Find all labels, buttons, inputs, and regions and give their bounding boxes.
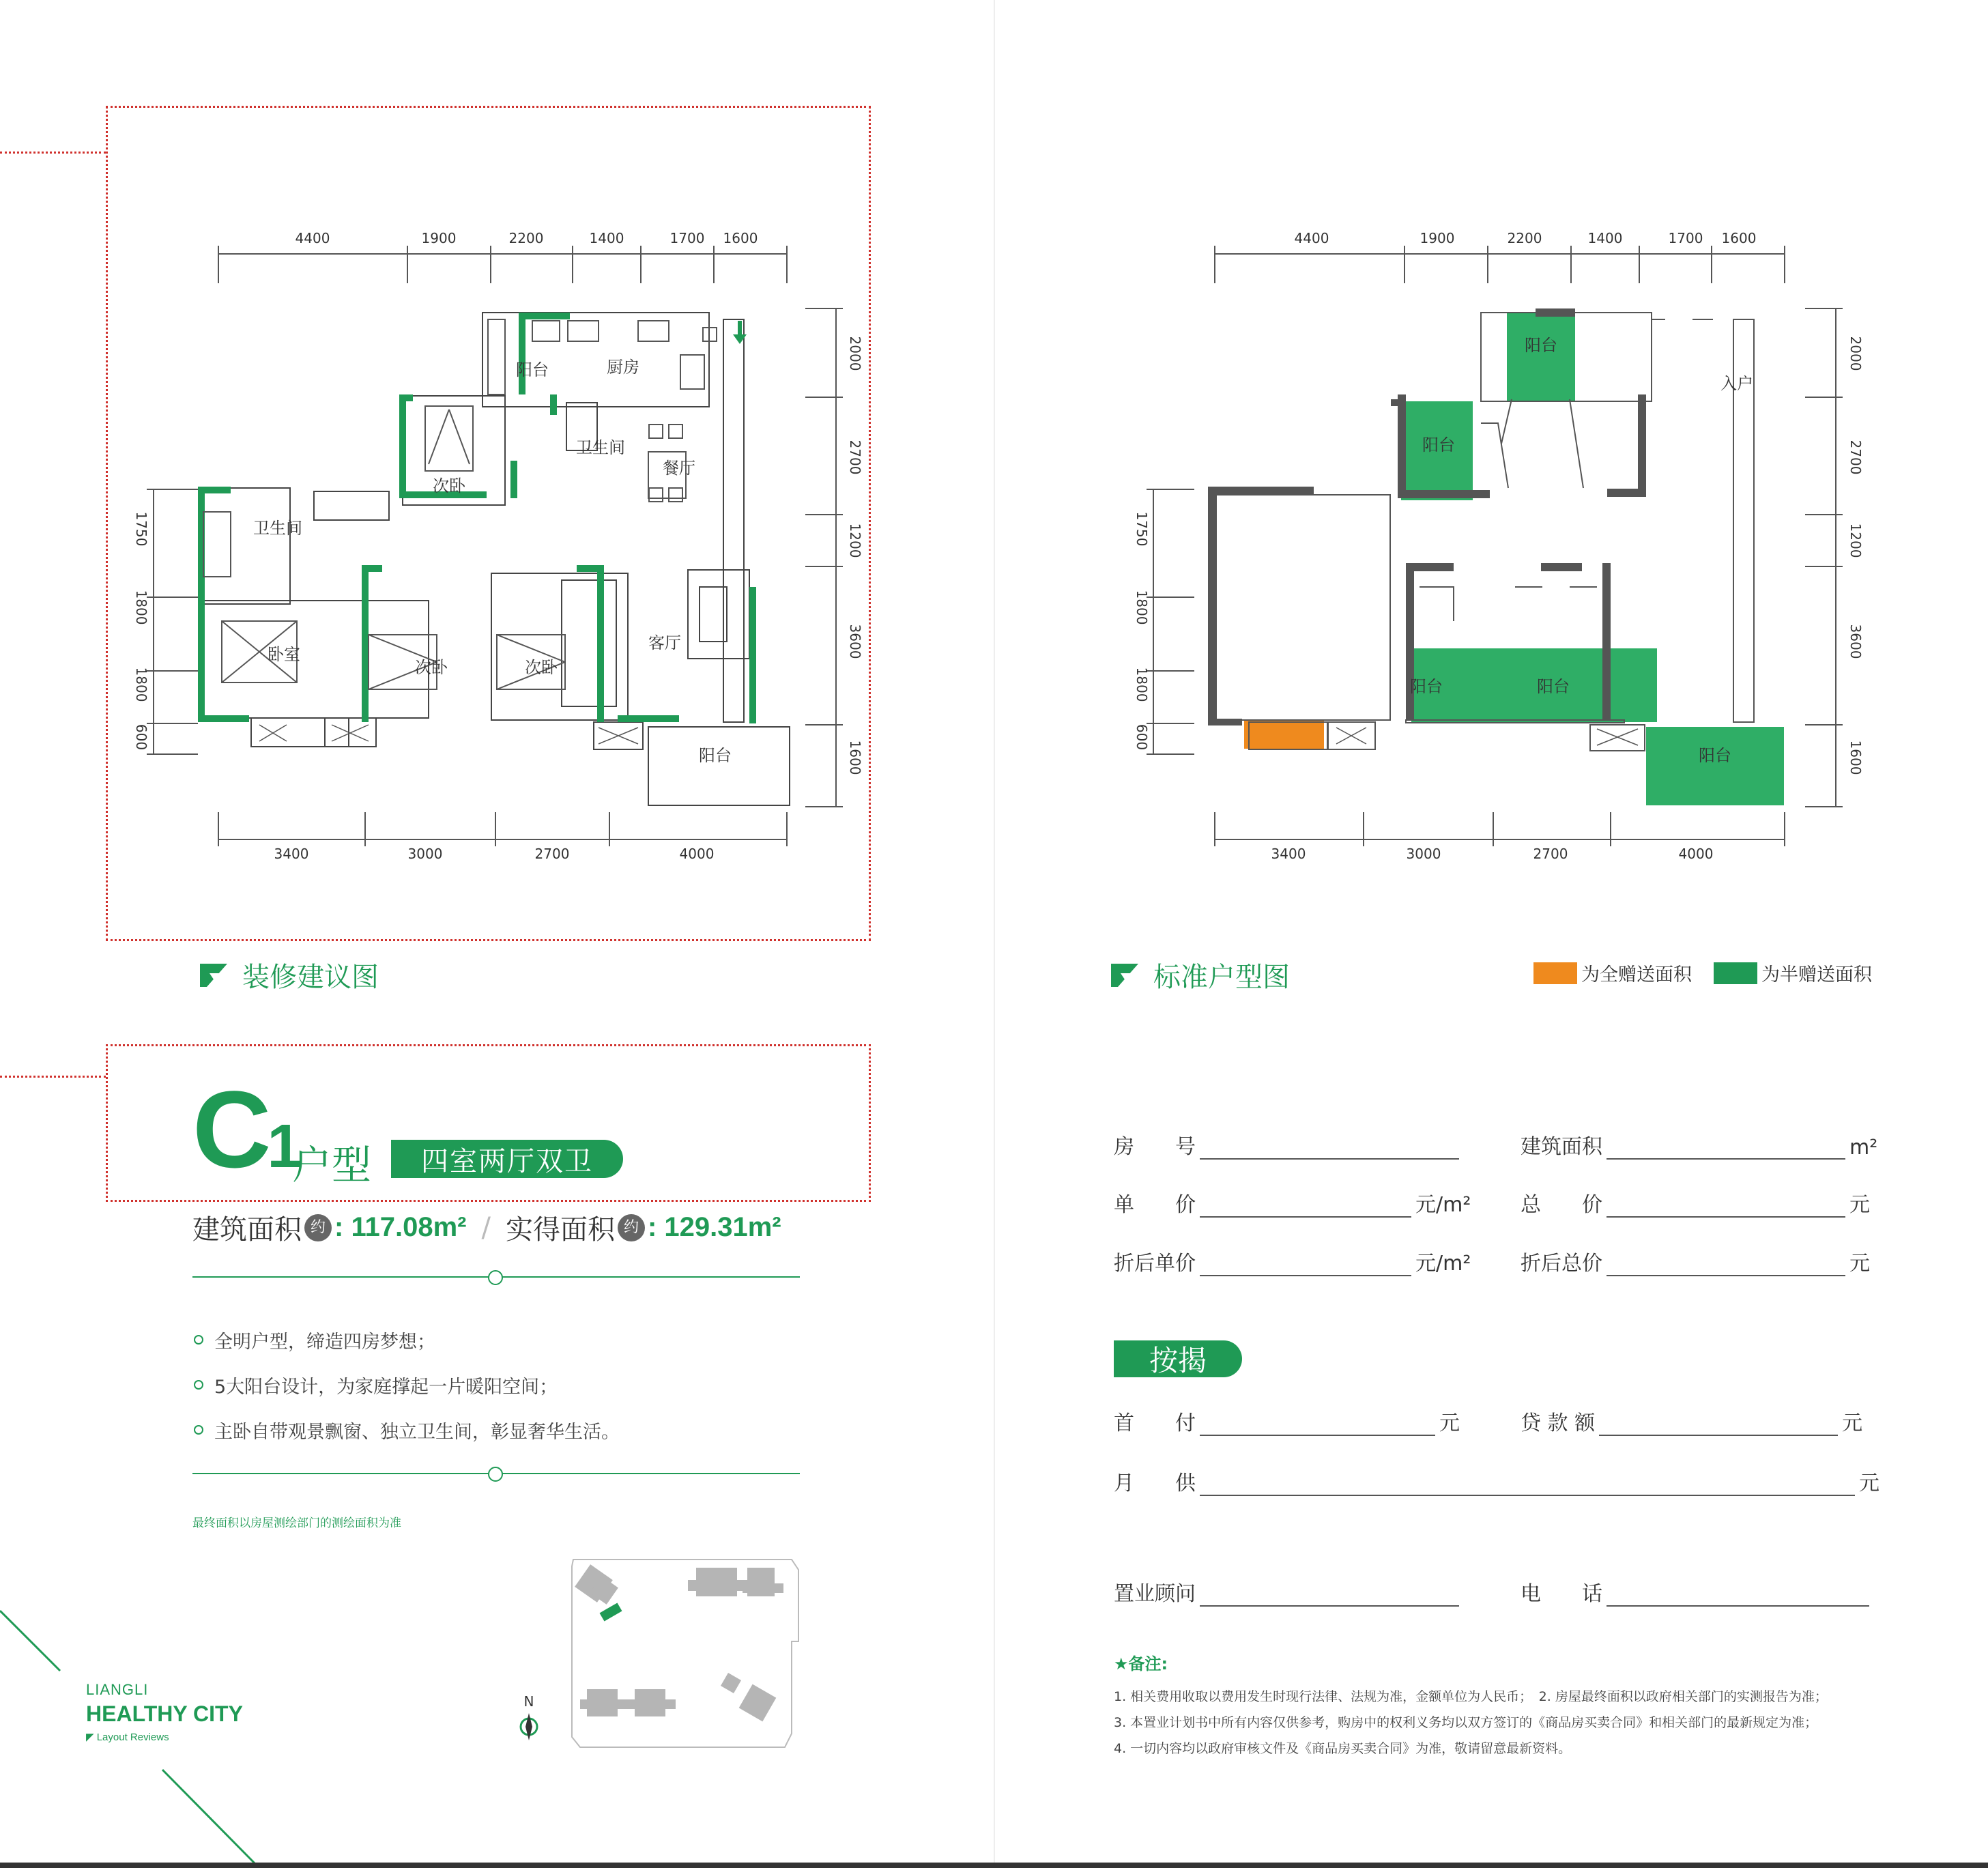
dim-right-3: 1200 bbox=[847, 523, 863, 558]
unit-type-c: C bbox=[192, 1068, 268, 1190]
actual-area-number: 129.31m² bbox=[664, 1212, 781, 1242]
unit-build-area: m² bbox=[1849, 1136, 1878, 1160]
input-room-no[interactable] bbox=[1200, 1139, 1459, 1160]
form-monthly[interactable] bbox=[1114, 1466, 1879, 1496]
feature-list bbox=[194, 1317, 620, 1452]
form-loan-amount[interactable] bbox=[1521, 1406, 1862, 1436]
unit-type-letter bbox=[192, 1068, 302, 1190]
r-dim-right-5: 1600 bbox=[1847, 740, 1864, 775]
remarks bbox=[1114, 1650, 1828, 1762]
standard-floor-plan bbox=[1133, 218, 1864, 887]
unit-type-number: 1 bbox=[267, 1112, 302, 1181]
label-unit-price: 单 价 bbox=[1114, 1193, 1196, 1217]
dim-left-2: 1800 bbox=[133, 590, 149, 625]
room-bath-center: 卫生间 bbox=[576, 438, 625, 457]
form-disc-total-price[interactable] bbox=[1521, 1246, 1870, 1276]
input-phone[interactable] bbox=[1607, 1586, 1869, 1607]
feature-item bbox=[194, 1407, 620, 1452]
build-area-value: : 117.08m² bbox=[334, 1212, 467, 1242]
r-dim-bottom-1: 3400 bbox=[1271, 846, 1306, 862]
r-dim-top-2: 1900 bbox=[1420, 230, 1455, 246]
dim-top-2: 1900 bbox=[421, 230, 457, 246]
title-mark-icon bbox=[1111, 964, 1138, 987]
remark-line-1: 1. 相关费用收取以费用发生时现行法律、法规为准，金额单位为人民币； 2. 房屋最终面积以政府相关部门的实测报告为准； bbox=[1114, 1689, 1828, 1704]
label-total-price: 总 价 bbox=[1521, 1193, 1602, 1217]
r-dim-right-2: 2700 bbox=[1847, 440, 1864, 475]
r-dim-top-1: 4400 bbox=[1294, 230, 1329, 246]
mortgage-title: 按揭 bbox=[1114, 1340, 1242, 1377]
room-master-bed: 卧室 bbox=[268, 645, 300, 664]
r-dim-bottom-2: 3000 bbox=[1406, 846, 1441, 862]
label-phone: 电 话 bbox=[1521, 1582, 1602, 1606]
dim-bottom-4: 4000 bbox=[679, 846, 715, 862]
dim-right-2: 2700 bbox=[847, 440, 863, 475]
left-section-title bbox=[200, 955, 379, 994]
dim-bottom-2: 3000 bbox=[407, 846, 443, 862]
form-room-no[interactable] bbox=[1114, 1130, 1463, 1160]
divider-top bbox=[192, 1276, 800, 1278]
brand-line3: ◤ Layout Reviews bbox=[86, 1732, 169, 1743]
feature-item bbox=[194, 1317, 620, 1362]
form-consultant[interactable] bbox=[1114, 1577, 1463, 1607]
dim-top-1: 4400 bbox=[295, 230, 330, 246]
room-dining: 餐厅 bbox=[663, 459, 695, 478]
site-map bbox=[512, 1553, 805, 1757]
unit-type-label: 户型 bbox=[292, 1142, 372, 1188]
form-down-payment[interactable] bbox=[1114, 1406, 1460, 1436]
area-summary bbox=[192, 1208, 781, 1247]
unit-unit-price: 元/m² bbox=[1415, 1193, 1471, 1217]
north-label: N bbox=[523, 1693, 534, 1710]
r-room-balcony-mid1: 阳台 bbox=[1410, 677, 1443, 696]
dotted-connector-top bbox=[0, 152, 106, 154]
r-dim-top-5: 1700 bbox=[1668, 230, 1703, 246]
unit-down-payment: 元 bbox=[1439, 1411, 1460, 1435]
dim-left-1: 1750 bbox=[133, 511, 149, 547]
r-dim-top-3: 2200 bbox=[1507, 230, 1542, 246]
feature-text-2: 5大阳台设计，为家庭撑起一片暖阳空间； bbox=[214, 1376, 558, 1398]
brand-line3-text: Layout Reviews bbox=[96, 1732, 169, 1743]
unit-monthly: 元 bbox=[1859, 1471, 1879, 1495]
north-arrow-icon bbox=[521, 1693, 537, 1740]
brand-logo bbox=[86, 1681, 243, 1743]
form-build-area[interactable] bbox=[1521, 1130, 1877, 1160]
unit-loan-amount: 元 bbox=[1842, 1411, 1863, 1435]
feature-item bbox=[194, 1362, 620, 1407]
r-room-balcony-left: 阳台 bbox=[1422, 435, 1455, 455]
room-kitchen: 厨房 bbox=[607, 358, 639, 377]
label-loan-amount: 贷 款 额 bbox=[1521, 1411, 1596, 1435]
r-room-entrance: 入户 bbox=[1720, 374, 1753, 393]
input-loan-amount[interactable] bbox=[1599, 1416, 1838, 1436]
r-room-balcony-br: 阳台 bbox=[1699, 746, 1731, 765]
dim-right-1: 2000 bbox=[847, 336, 863, 371]
dim-left-4: 600 bbox=[133, 723, 149, 751]
label-monthly: 月 供 bbox=[1114, 1471, 1196, 1495]
dim-bottom-1: 3400 bbox=[274, 846, 309, 862]
left-section-title-text: 装修建议图 bbox=[242, 962, 379, 993]
r-dim-top-6: 1600 bbox=[1721, 230, 1757, 246]
r-dim-bottom-3: 2700 bbox=[1533, 846, 1568, 862]
build-area-label: 建筑面积 bbox=[192, 1214, 302, 1246]
decorated-floor-plan bbox=[123, 218, 863, 887]
bottom-edge bbox=[0, 1863, 1988, 1868]
legend-full-gift bbox=[1533, 960, 1692, 986]
input-disc-unit-price[interactable] bbox=[1200, 1256, 1411, 1276]
dotted-connector-mid bbox=[0, 1076, 106, 1078]
r-dim-right-4: 3600 bbox=[1847, 624, 1864, 659]
dim-right-5: 1600 bbox=[847, 740, 863, 775]
build-area-number: 117.08m² bbox=[351, 1212, 467, 1242]
legend-label-full: 为全赠送面积 bbox=[1581, 964, 1692, 986]
actual-area-value: : 129.31m² bbox=[647, 1212, 781, 1242]
input-disc-total-price[interactable] bbox=[1607, 1256, 1845, 1276]
room-second-bed-top: 次卧 bbox=[433, 476, 465, 495]
feature-text-3: 主卧自带观景飘窗、独立卫生间，彰显奢华生活。 bbox=[214, 1421, 620, 1443]
r-dim-right-1: 2000 bbox=[1847, 336, 1864, 371]
legend-half-gift bbox=[1714, 960, 1872, 986]
input-build-area[interactable] bbox=[1607, 1139, 1845, 1160]
title-mark-icon bbox=[200, 964, 227, 987]
label-room-no: 房 号 bbox=[1114, 1135, 1196, 1159]
room-balcony-top: 阳台 bbox=[516, 360, 549, 379]
input-consultant[interactable] bbox=[1200, 1586, 1459, 1607]
actual-area-label: 实得面积 bbox=[505, 1214, 615, 1246]
r-room-balcony-top: 阳台 bbox=[1525, 336, 1557, 355]
label-down-payment: 首 付 bbox=[1114, 1411, 1196, 1435]
remark-line-3: 4. 一切内容均以政府审核文件及《商品房买卖合同》为准，敬请留意最新资料。 bbox=[1114, 1741, 1572, 1756]
label-disc-unit-price: 折后单价 bbox=[1114, 1252, 1196, 1276]
remark-line-2: 3. 本置业计划书中所有内容仅供参考，购房中的权利义务均以双方签订的《商品房买卖合同》和相关部门的最新规定为准； bbox=[1114, 1715, 1818, 1730]
room-balcony-bottom: 阳台 bbox=[699, 746, 732, 765]
r-dim-left-1: 1750 bbox=[1134, 511, 1150, 547]
divider-bottom bbox=[192, 1473, 800, 1474]
label-disc-total-price: 折后总价 bbox=[1521, 1252, 1602, 1276]
dim-bottom-3: 2700 bbox=[534, 846, 570, 862]
r-room-balcony-mid2: 阳台 bbox=[1537, 677, 1570, 696]
unit-disc-total-price: 元 bbox=[1849, 1252, 1870, 1276]
r-dim-right-3: 1200 bbox=[1847, 523, 1864, 558]
dim-top-3: 2200 bbox=[508, 230, 544, 246]
label-consultant: 置业顾问 bbox=[1114, 1582, 1196, 1606]
dim-top-6: 1600 bbox=[723, 230, 758, 246]
legend-swatch-green bbox=[1714, 962, 1757, 984]
dim-left-3: 1800 bbox=[133, 667, 149, 702]
layout-tag: 四室两厅双卫 bbox=[391, 1140, 623, 1178]
right-section-title bbox=[1111, 955, 1290, 994]
input-total-price[interactable] bbox=[1607, 1197, 1845, 1218]
area-separator: / bbox=[481, 1211, 491, 1244]
unit-disc-unit-price: 元/m² bbox=[1415, 1252, 1471, 1276]
r-dim-top-4: 1400 bbox=[1587, 230, 1623, 246]
feature-text-1: 全明户型，缔造四房梦想； bbox=[214, 1331, 435, 1353]
label-build-area: 建筑面积 bbox=[1521, 1135, 1602, 1159]
form-phone[interactable] bbox=[1521, 1577, 1873, 1607]
form-unit-price[interactable] bbox=[1114, 1188, 1471, 1218]
r-dim-bottom-4: 4000 bbox=[1678, 846, 1714, 862]
legend-swatch-orange bbox=[1533, 962, 1577, 984]
r-dim-left-2: 1800 bbox=[1134, 590, 1150, 625]
form-disc-unit-price[interactable] bbox=[1114, 1246, 1471, 1276]
approx-badge-2: 约 bbox=[618, 1214, 645, 1241]
room-second-bed-mid: 次卧 bbox=[415, 658, 448, 677]
dim-top-5: 1700 bbox=[669, 230, 705, 246]
room-living: 客厅 bbox=[648, 633, 681, 652]
room-bath-left: 卫生间 bbox=[253, 519, 302, 538]
unit-total-price: 元 bbox=[1849, 1193, 1870, 1217]
input-down-payment[interactable] bbox=[1200, 1416, 1435, 1436]
right-section-title-text: 标准户型图 bbox=[1153, 962, 1290, 993]
r-dim-left-4: 600 bbox=[1134, 723, 1150, 751]
r-dim-left-3: 1800 bbox=[1134, 667, 1150, 702]
form-total-price[interactable] bbox=[1521, 1188, 1870, 1218]
dim-right-4: 3600 bbox=[847, 624, 863, 659]
remarks-title: ★备注: bbox=[1114, 1654, 1168, 1673]
room-second-bed-right: 次卧 bbox=[525, 658, 558, 677]
page-fold bbox=[994, 0, 995, 1868]
legend-label-half: 为半赠送面积 bbox=[1761, 964, 1872, 986]
approx-badge: 约 bbox=[304, 1214, 332, 1241]
area-disclaimer: 最终面积以房屋测绘部门的测绘面积为准 bbox=[192, 1517, 401, 1530]
brand-line1: LIANGLI bbox=[86, 1681, 149, 1698]
input-monthly[interactable] bbox=[1200, 1476, 1855, 1496]
input-unit-price[interactable] bbox=[1200, 1197, 1411, 1218]
brand-line2: HEALTHY CITY bbox=[86, 1701, 243, 1726]
dim-top-4: 1400 bbox=[589, 230, 624, 246]
